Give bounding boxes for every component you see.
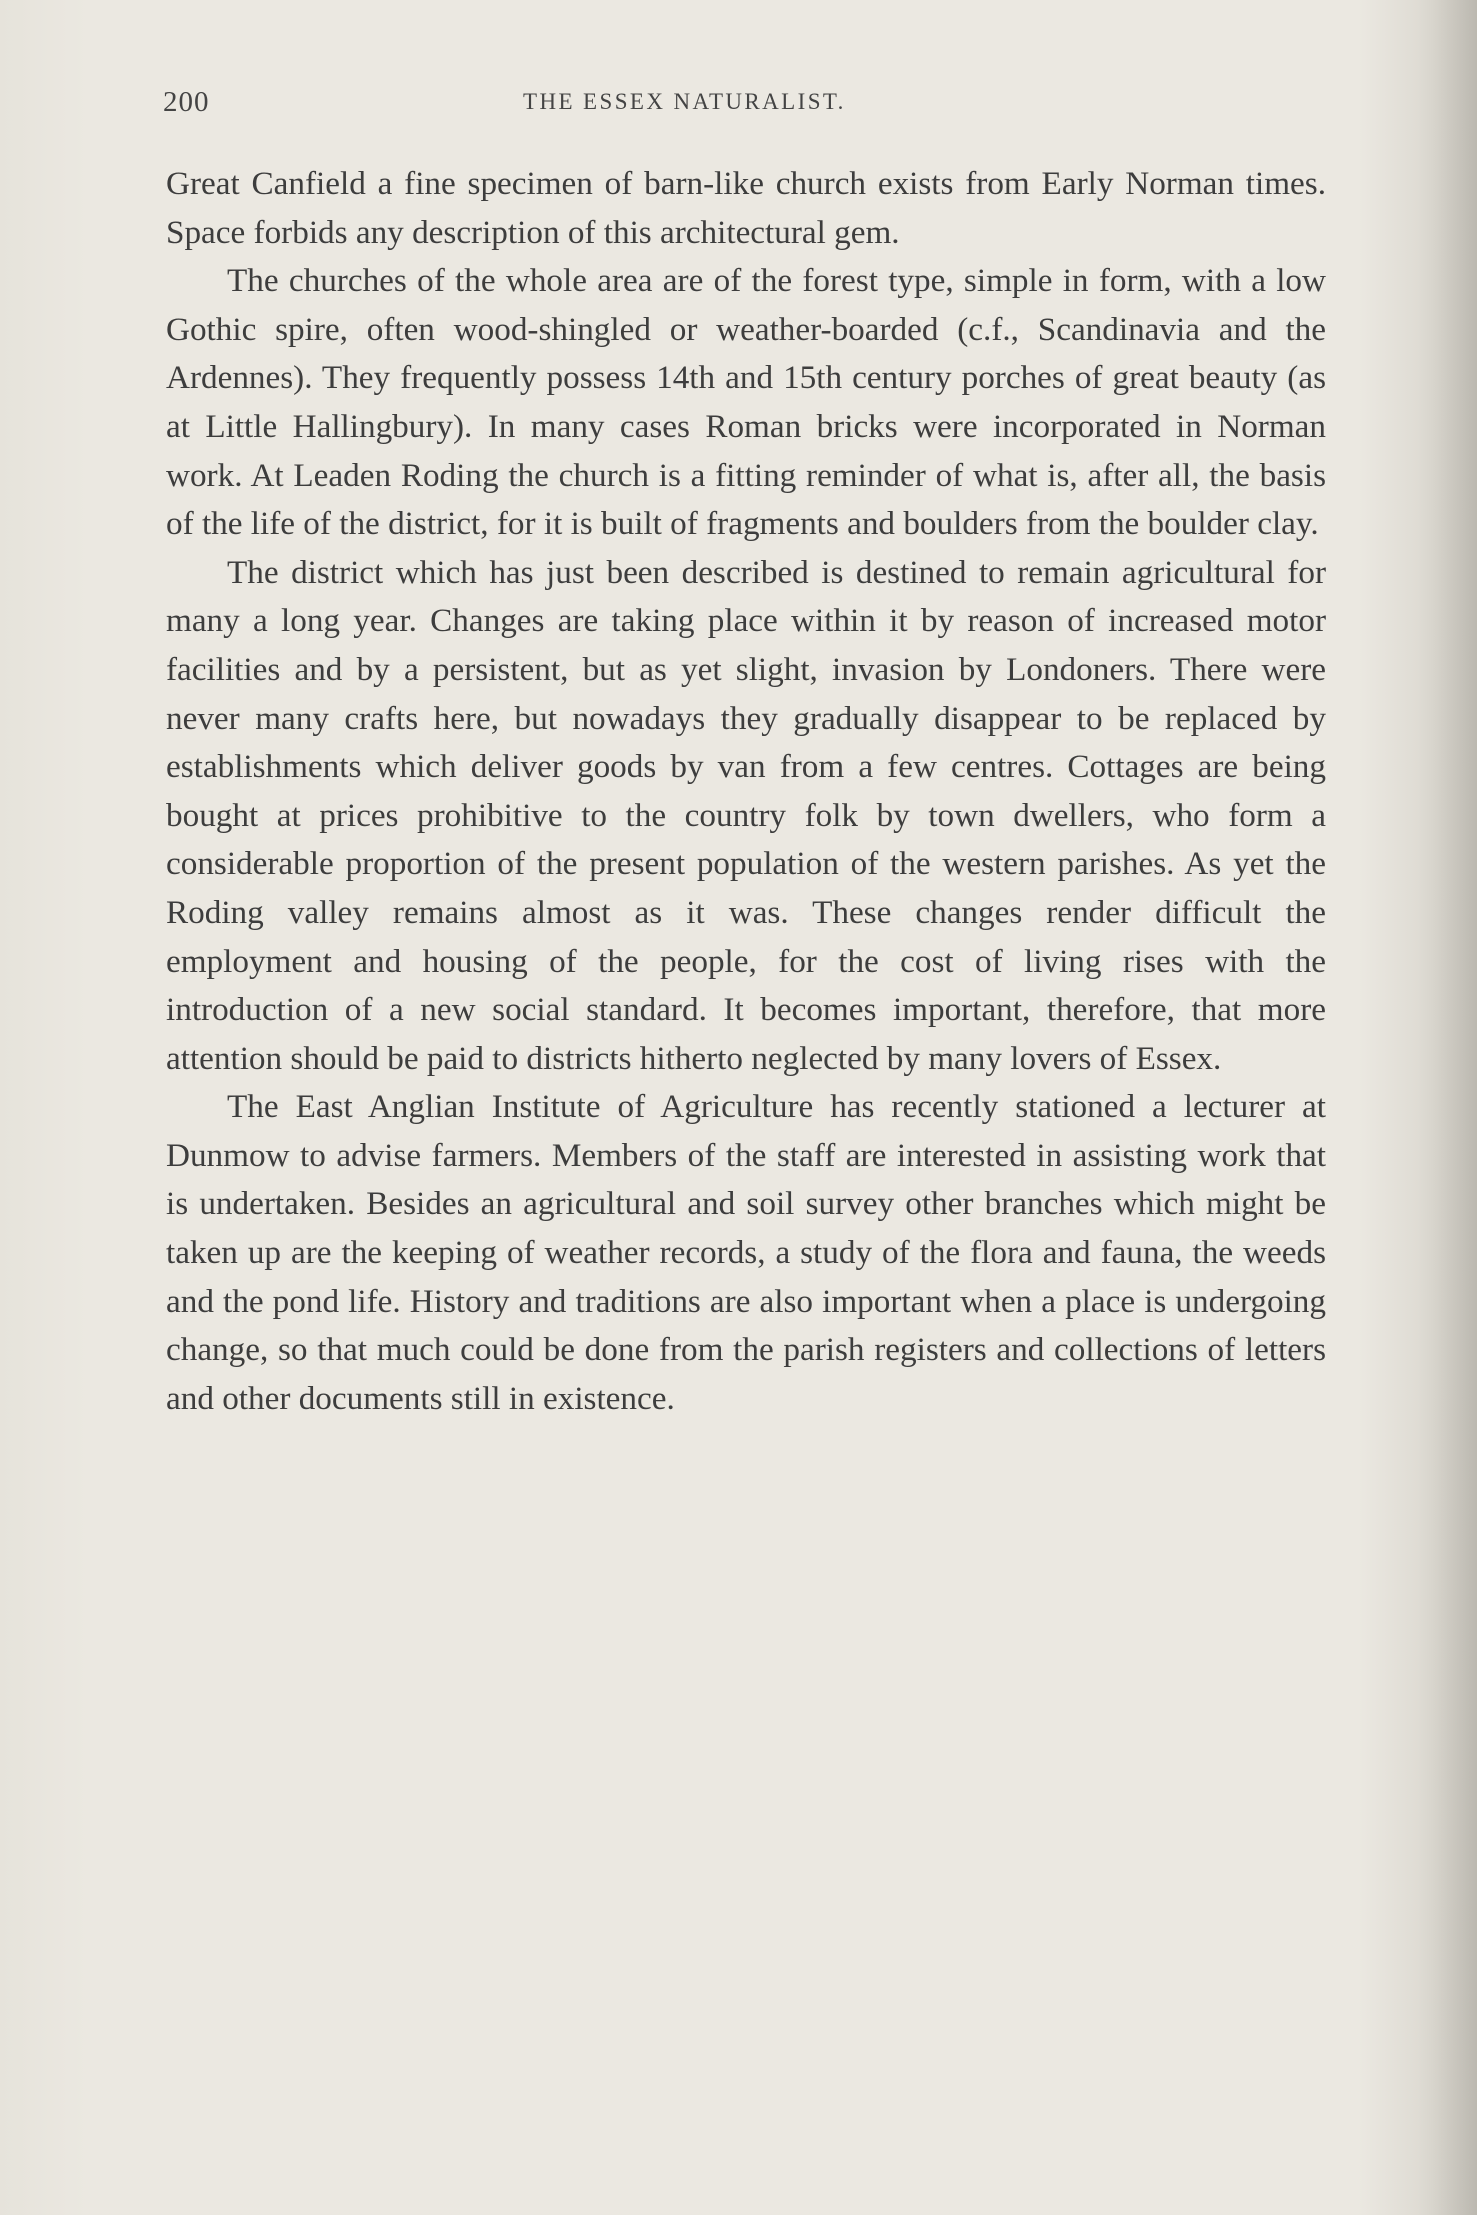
running-head [163, 86, 1323, 126]
paragraph-district-changes: The district which has just been described is destined to remain agricultural for many a long year. Changes are taking place within it by reason of increased motor facilities and by a persistent, but as yet slight, invasion by Londoners. There were never many crafts here, but nowadays they gradually disappear to be replaced by establishments which deliver goods by van from a few centres. Cottages are being bought at prices prohibitive to the country folk by town dwellers, who form a considerable proportion of the present population of the western parishes. As yet the Roding valley remains almost as it was. These changes render difficult the employment and housing of the people, for the cost of living rises with the introduction of a new social standard. It becomes important, therefore, that more attention should be paid to districts hitherto neglected by many lovers of Essex. [166, 553, 1326, 1077]
journal-title: THE ESSEX NATURALIST. [523, 89, 846, 114]
body-text [166, 160, 1326, 1423]
paragraph-agriculture-institute: The East Anglian Institute of Agriculture has recently stationed a lecturer at Dunmow to advise farmers. Members of the staff are interested in assisting work that is undertaken. Besides an agricultural and soil survey other branches which might be taken up are the keeping of weather records, a study of the flora and fauna, the weeds and the pond life. History and traditions are also important when a place is undergoing change, so that much could be done from the parish registers and collections of letters and other documents still in existence. [166, 1088, 1326, 1417]
paragraph-churches: The churches of the whole area are of the forest type, simple in form, with a low Gothic spire, often wood-shingled or weather-boarded (c.f., Scandinavia and the Ardennes). They frequently possess 14th and 15th century porches of great beauty (as at Little Hallingbury). In many cases Roman bricks were incorporated in Norman work. At Leaden Roding the church is a fitting reminder of what is, after all, the basis of the life of the district, for it is built of fragments and boulders from the boulder clay. [166, 262, 1326, 543]
page-edge-shadow [1417, 0, 1477, 2215]
paragraph-continued: Great Canfield a fine specimen of barn-like church exists from Early Norman times. Space forbids any description of this architectural gem. [166, 165, 1326, 251]
page-number: 200 [163, 86, 210, 118]
